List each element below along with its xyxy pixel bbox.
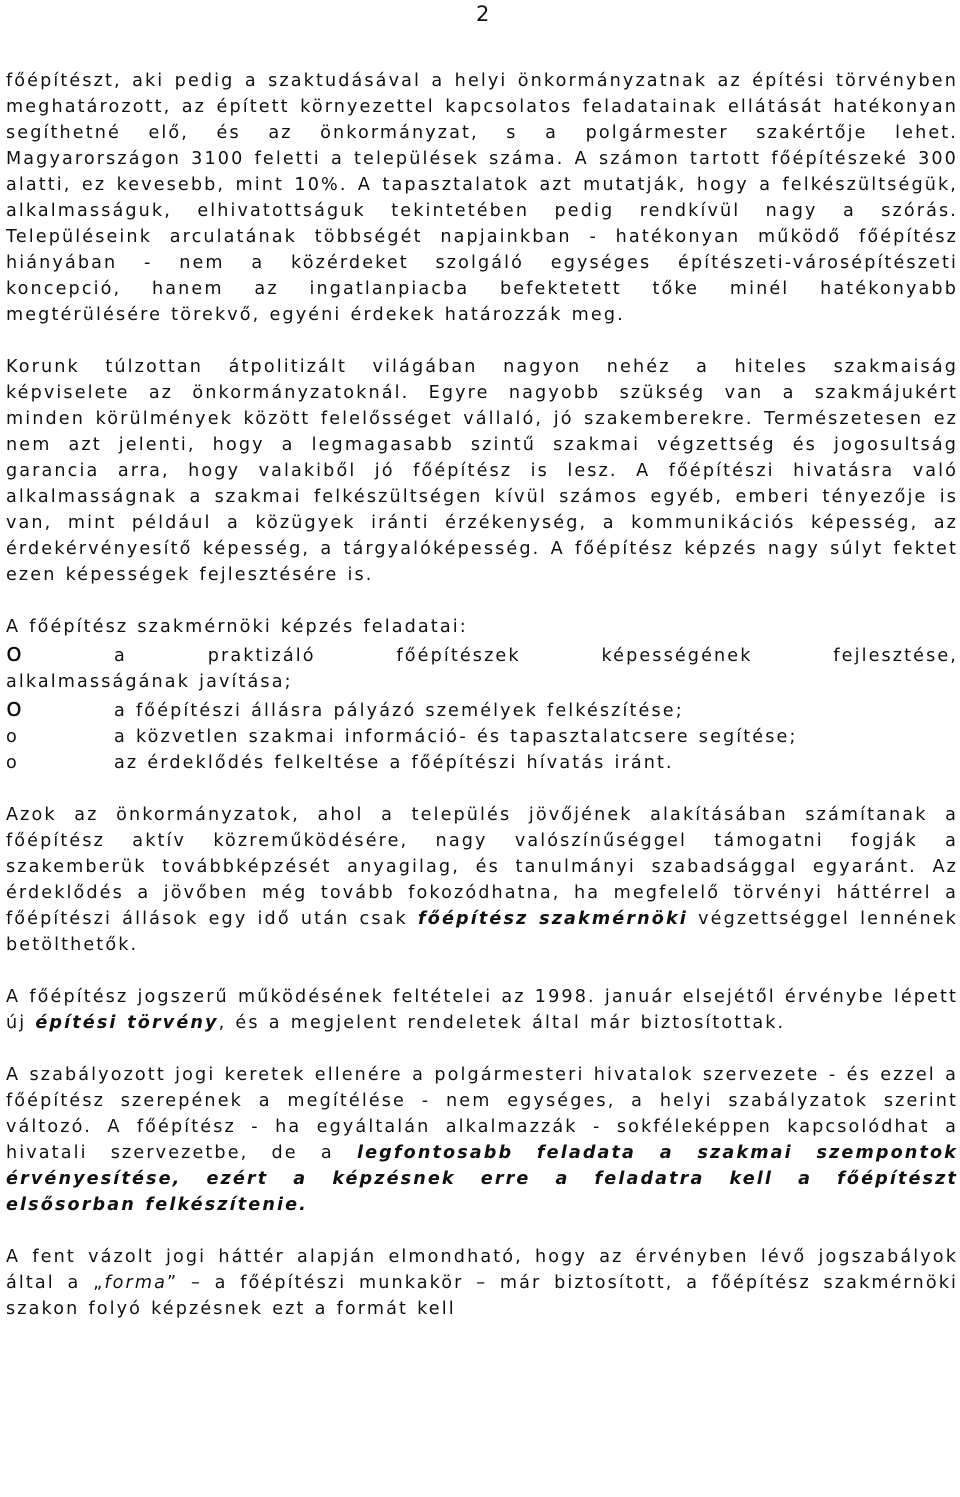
paragraph-intro-text: főépítészt, aki pedig a szaktudásával a helyi önkormányzatnak az építési törvényben meghatározott, az épített környezettel kapcsolatos feladatainak ellátását hatékonyan segíthetné elő, és az önkormányzat, s a polgármester szakértője lehet. Magyarországon 3100 feletti a települések száma. A számon tartott főépítészeké 300 alatti, ez kevesebb, mint 10%. A tapasztalatok azt mutatják, hogy a felkészültségük, alkalmasságuk, elhivatottságuk tekintetében pedig rendkívül nagy a szórás. Településeink arculatának többségét napjainkban - hatékonyan működő főépítész hiányában - nem a közérdeket szolgáló egységes építészeti-városépítészeti koncepció, hanem az ingatlanpiacba befektetett tőke minél hatékonyabb megtérülésére törekvő, egyéni érdekek határozzák meg. — [6, 71, 958, 325]
bullet-icon: o — [6, 693, 25, 723]
emphasis-text: főépítész szakmérnöki — [418, 909, 688, 929]
paragraph-legal-conditions — [6, 984, 958, 1036]
paragraph-legal-background — [6, 1244, 958, 1322]
list-item-text: a praktizáló főépítészek képességének fejlesztése, — [114, 646, 958, 666]
paragraph-text: ” – a főépítészi munkakör – már biztosított, a főépítész szakmérnöki szakon folyó képzésnek ezt a formát kell — [6, 1273, 958, 1319]
paragraph-text: A szabályozott jogi keretek ellenére a polgármesteri hivatalok szervezete - és ezzel a főépítész szerepének a megítélése - nem egységes, a helyi szabályzatok szerint változó. A főépítész - ha egyáltalán alkalmazzák - sokféleképpen kapcsolódhat a hivatali szervezetbe, de a — [6, 1065, 958, 1163]
bullet-icon: o — [6, 638, 25, 668]
bullet-icon: o — [6, 727, 19, 747]
document-body — [6, 68, 958, 1322]
list-item-text: a főépítészi állásra pályázó személyek felkészítése; — [114, 701, 684, 721]
paragraph-text: A fent vázolt jogi háttér alapján elmondható, hogy az érvényben lévő jogszabályok által a „ — [6, 1247, 958, 1293]
list-item-continuation: alkalmasságának javítása; — [6, 672, 293, 692]
paragraph-organisation — [6, 1062, 958, 1218]
paragraph-intro — [6, 68, 958, 328]
emphasis-text: építési törvény — [35, 1013, 219, 1033]
paragraph-text: végzettséggel lennének betölthetők. — [6, 909, 958, 955]
paragraph-text: Azok az önkormányzatok, ahol a település jövőjének alakításában számítanak a főépítész aktív közreműködésére, nagy valószínűséggel támogatni fogják a szakemberük továbbképzését anyagilag, és tanulmányi szabadsággal egyaránt. Az érdeklődés a jövőben még tovább fokozódhatna, ha megfelelő törvényi háttérrel a főépítészi állások egy idő után csak — [6, 805, 958, 929]
paragraph-professionalism — [6, 354, 958, 588]
page-number: 2 — [476, 2, 490, 26]
list-item — [6, 724, 958, 750]
tasks-list — [6, 614, 958, 776]
list-item — [6, 640, 958, 669]
bullet-icon: o — [6, 753, 19, 773]
paragraph-text: , és a megjelent rendeletek által már biztosítottak. — [218, 1013, 786, 1033]
list-item — [6, 750, 958, 776]
list-item-text: a közvetlen szakmai információ- és tapasztalatcsere segítése; — [114, 727, 798, 747]
paragraph-municipalities — [6, 802, 958, 958]
paragraph-professionalism-text: Korunk túlzottan átpolitizált világában nagyon nehéz a hiteles szakmaiság képviselete az önkormányzatoknál. Egyre nagyobb szükség van a szakmájukért minden körülmények között felelősséget vállaló, jó szakemberekre. Természetesen ez nem azt jelenti, hogy a legmagasabb szintű szakmai végzettség és jogosultság garancia arra, hogy valakiből jó főépítész is lesz. A főépítészi hivatásra való alkalmasságnak a szakmai felkészültségen kívül számos egyéb, emberi tényezője is van, mint például a közügyek iránti érzékenység, a kommunikációs képesség, az érdekérvényesítő képesség, a tárgyalóképesség. A főépítész képzés nagy súlyt fektet ezen képességek fejlesztésére is. — [6, 357, 958, 585]
tasks-heading: A főépítész szakmérnöki képzés feladatai: — [6, 617, 468, 637]
list-item — [6, 695, 958, 724]
italic-text: forma — [104, 1273, 168, 1293]
paragraph-text: A főépítész jogszerű működésének feltételei az 1998. január elsejétől érvénybe lépett új — [6, 987, 958, 1033]
emphasis-text: legfontosabb feladata a szakmai szempontok érvényesítése, ezért a képzésnek erre a feladatra kell a főépítészt elsősorban felkészítenie. — [6, 1143, 958, 1215]
list-item-text: az érdeklődés felkeltése a főépítészi hívatás iránt. — [114, 753, 674, 773]
